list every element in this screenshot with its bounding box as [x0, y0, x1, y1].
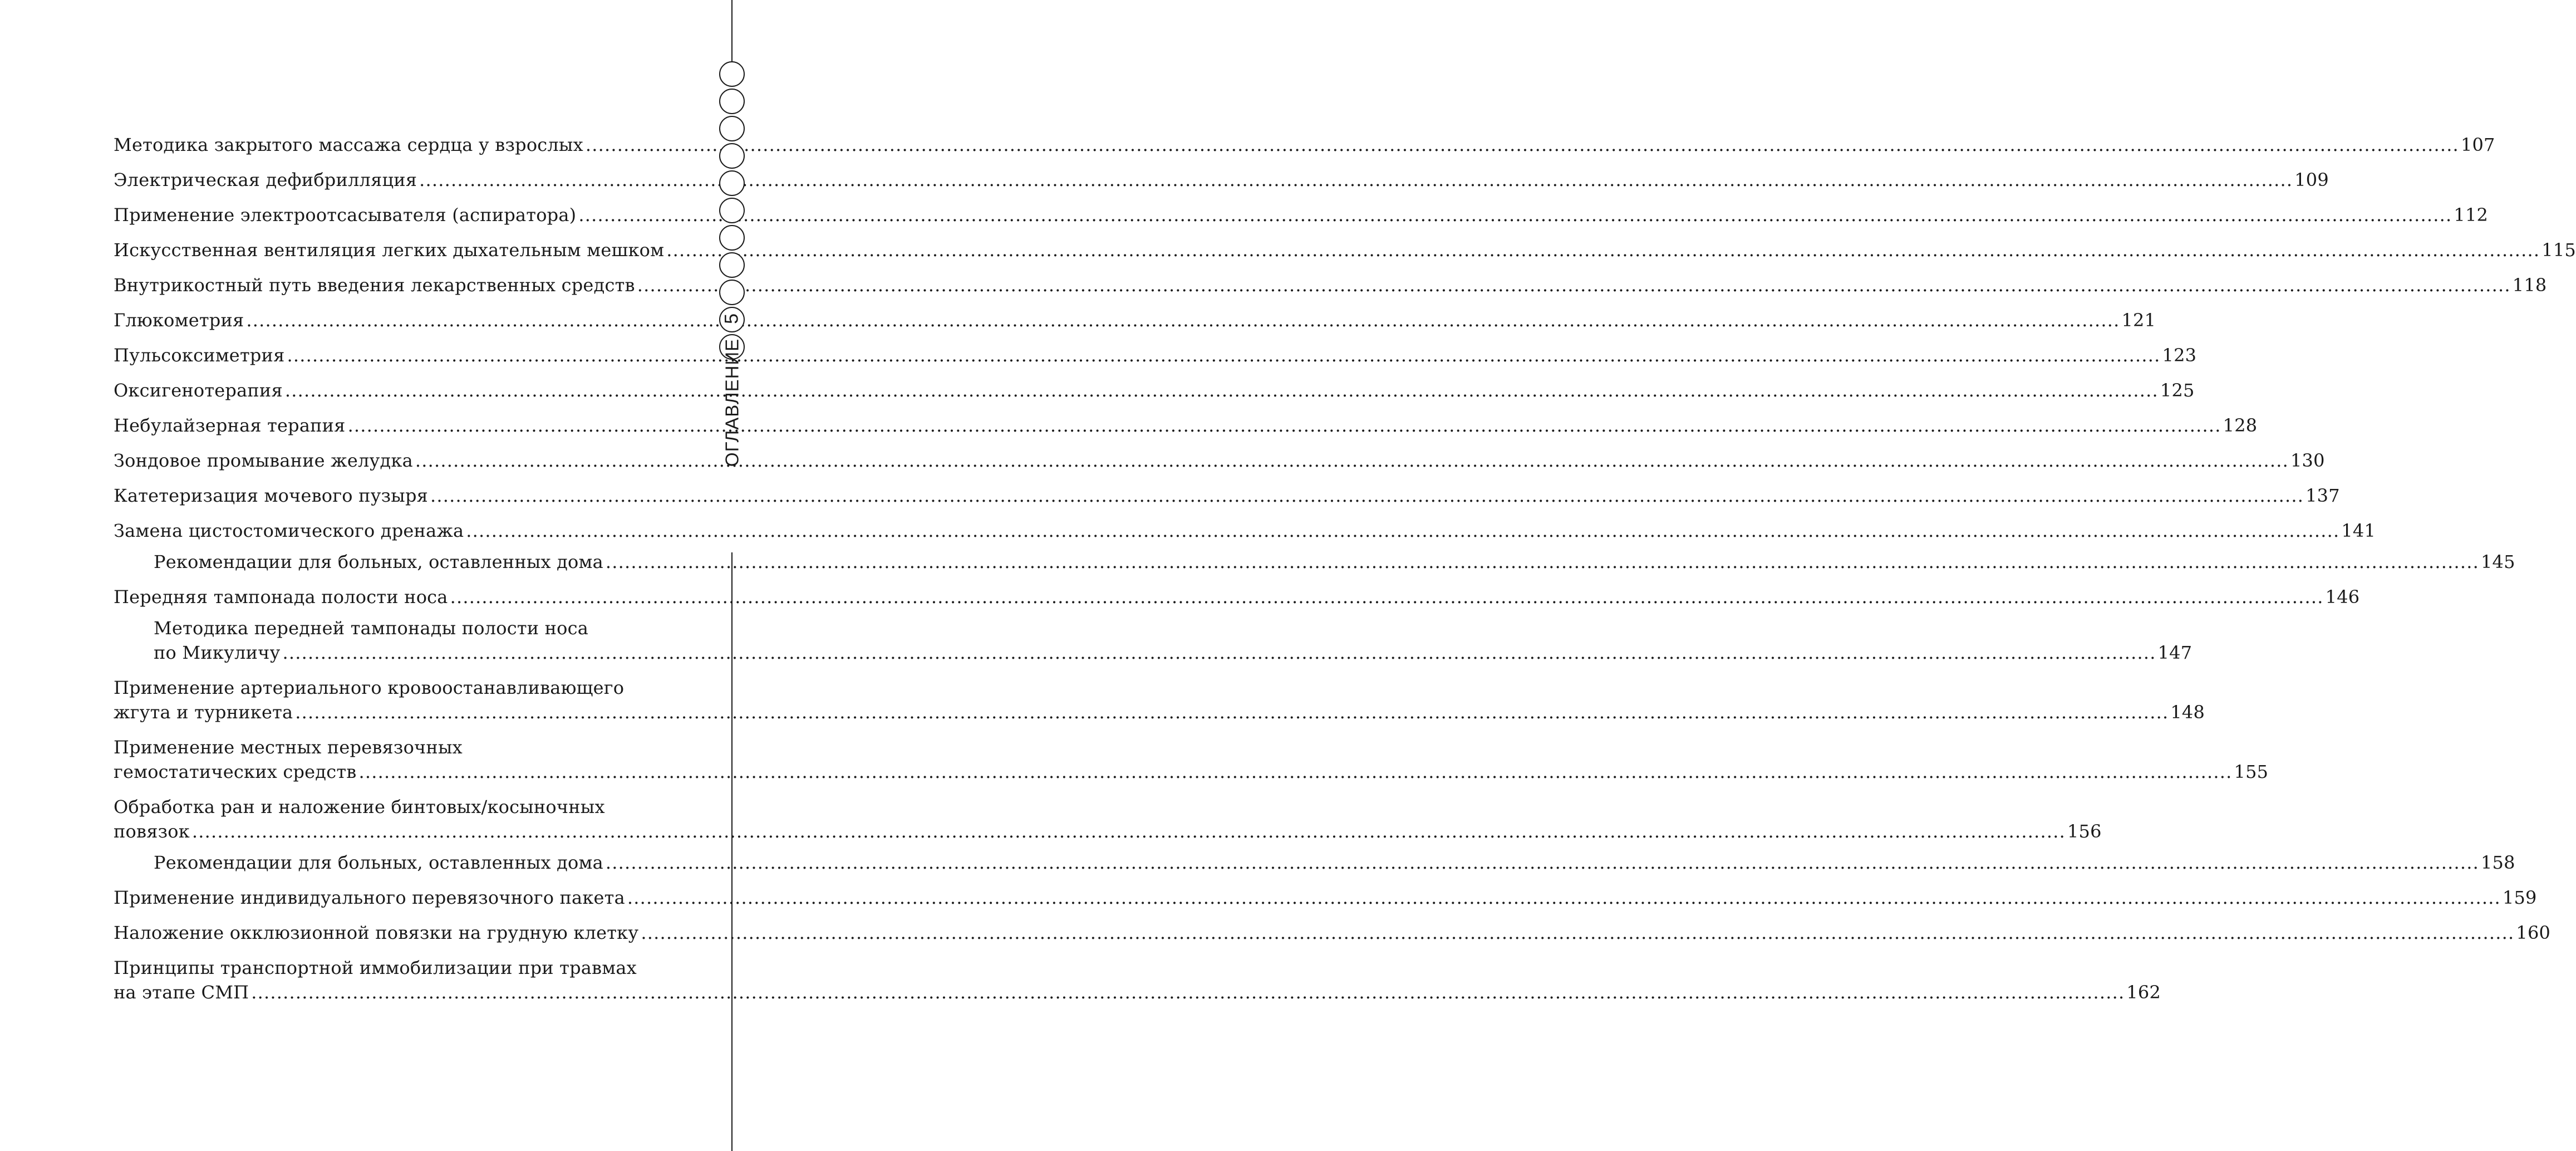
toc-entry[interactable]: [114, 585, 2360, 609]
toc-entry-title-line1: Методика передней тампонады полости носа: [154, 618, 589, 639]
dot-leader: [606, 850, 2479, 875]
dot-leader: [295, 700, 2169, 724]
toc-entry-page: 148: [2170, 702, 2205, 723]
toc-entry-page: 146: [2325, 586, 2360, 608]
toc-entry-title: Передняя тампонада полости носа: [114, 586, 448, 608]
toc-entry[interactable]: [114, 413, 2258, 438]
toc-entry-title-line2: жгута и турникета: [114, 702, 293, 723]
toc-entry-title-line2: повязок: [114, 821, 190, 842]
dot-leader: [641, 920, 2514, 945]
circle-icon: [719, 198, 745, 223]
dot-leader: [627, 885, 2501, 910]
toc-entry-title: Небулайзерная терапия: [114, 415, 346, 436]
toc-subentry[interactable]: [114, 550, 2515, 574]
toc-entry-page: 125: [2160, 380, 2195, 401]
toc-entry-title-line2: по Микуличу: [154, 642, 281, 663]
toc-entry[interactable]: [114, 956, 2161, 1005]
toc-entry-title: Замена цистостомического дренажа: [114, 520, 464, 541]
toc-entry-title-line2: гемостатических средств: [114, 761, 357, 782]
circle-icon: [719, 252, 745, 278]
dot-leader: [666, 238, 2540, 262]
toc-entry-page: 128: [2223, 415, 2258, 436]
toc-entry[interactable]: [114, 308, 2156, 332]
toc-entry[interactable]: [114, 795, 2102, 844]
dot-leader: [283, 640, 2156, 665]
toc-entry[interactable]: [114, 168, 2329, 192]
dot-leader: [419, 168, 2293, 192]
section-title: ОГЛАВЛЕНИЕ: [721, 338, 742, 467]
toc-entry-title: Наложение окклюзионной повязки на грудную клетку: [114, 922, 639, 943]
toc-entry-title: Оксигенотерапия: [114, 380, 283, 401]
toc-entry[interactable]: [114, 273, 2547, 297]
toc-entry[interactable]: [114, 448, 2325, 473]
toc-entry-page: 162: [2126, 982, 2161, 1003]
toc-entry-page: 156: [2067, 821, 2102, 842]
circle-icon: [719, 89, 745, 114]
toc-entry-page: 112: [2454, 204, 2489, 226]
dot-leader: [606, 550, 2479, 574]
circle-icon: [719, 61, 745, 87]
toc-entry-title-line1: Применение артериального кровоостанавливающего: [114, 677, 625, 698]
toc-entry-page: 137: [2305, 485, 2340, 506]
toc-subentry[interactable]: [114, 616, 2192, 665]
toc-entry-title: Методика закрытого массажа сердца у взрослых: [114, 134, 583, 155]
toc-entry-title: Применение электроотсасывателя (аспиратора): [114, 204, 577, 226]
toc-entry-page: 121: [2121, 310, 2156, 331]
toc-entry-page: 109: [2294, 169, 2329, 190]
toc-entry-page: 159: [2502, 887, 2537, 908]
toc-entry-title: Рекомендации для больных, оставленных дома: [154, 551, 603, 572]
toc-entry-title-line1: Обработка ран и наложение бинтовых/косыночных: [114, 796, 605, 817]
dot-leader: [578, 203, 2452, 227]
dot-leader: [251, 980, 2125, 1005]
toc-entry-title: Катетеризация мочевого пузыря: [114, 485, 429, 506]
dot-leader: [430, 483, 2304, 508]
toc-entry-title-line1: Принципы транспортной иммобилизации при травмах: [114, 957, 637, 978]
toc-entry-page: 145: [2480, 551, 2515, 572]
toc-entry-title: Пульсоксиметрия: [114, 345, 285, 366]
toc-entry-page: 160: [2516, 922, 2551, 943]
circle-icon: [719, 143, 745, 169]
toc-entry[interactable]: [114, 920, 2551, 945]
toc-entry-page: 141: [2341, 520, 2376, 541]
dot-leader: [287, 343, 2160, 368]
toc-entry-title-line2: на этапе СМП: [114, 982, 249, 1003]
circle-icon: [719, 280, 745, 305]
toc-entry[interactable]: [114, 735, 2269, 784]
circle-icon: [719, 225, 745, 251]
toc-entry-title: Внутрикостный путь введения лекарственных средств: [114, 275, 635, 296]
circle-icon: [719, 170, 745, 196]
toc-entry-title: Искусственная вентиляция легких дыхательным мешком: [114, 239, 665, 261]
margin-rule-top: [731, 0, 733, 61]
toc-entry-title: Глюкометрия: [114, 310, 244, 331]
page-number: 5: [721, 312, 743, 324]
toc-entry[interactable]: [114, 885, 2537, 910]
dot-leader: [348, 413, 2221, 438]
side-tab-label: [721, 313, 743, 467]
dot-leader: [358, 760, 2232, 784]
toc-entry-page: 130: [2290, 450, 2325, 471]
toc-entry[interactable]: [114, 378, 2195, 403]
toc-entry-page: 118: [2512, 275, 2547, 296]
toc-entry-title: Зондовое промывание желудка: [114, 450, 413, 471]
dot-leader: [192, 819, 2066, 844]
toc-entry[interactable]: [114, 203, 2489, 227]
toc-entry[interactable]: [114, 343, 2197, 368]
toc-entry-page: 115: [2541, 239, 2576, 261]
toc-entry-title: Применение индивидуального перевязочного пакета: [114, 887, 625, 908]
toc-entry-page: 123: [2162, 345, 2197, 366]
toc-entry[interactable]: [114, 518, 2376, 543]
dot-leader: [466, 518, 2339, 543]
toc-entry-page: 155: [2234, 761, 2269, 782]
margin-rule-bottom: [731, 552, 733, 1151]
toc-entry-page: 158: [2480, 852, 2515, 873]
toc-entry[interactable]: [114, 483, 2340, 508]
circle-icon: [719, 116, 745, 141]
toc-entry-page: 147: [2157, 642, 2192, 663]
dot-leader: [586, 133, 2459, 157]
toc-entry-title: Рекомендации для больных, оставленных дома: [154, 852, 603, 873]
toc-entry-title-line1: Применение местных перевязочных: [114, 737, 463, 758]
toc-entry-title: Электрическая дефибрилляция: [114, 169, 417, 190]
toc-entry[interactable]: [114, 675, 2205, 724]
dot-leader: [415, 448, 2289, 473]
dot-leader: [246, 308, 2120, 332]
dot-leader: [637, 273, 2511, 297]
dot-leader: [285, 378, 2159, 403]
toc-subentry[interactable]: [114, 850, 2515, 875]
toc-entry[interactable]: [114, 133, 2495, 157]
toc-entry-page: 107: [2460, 134, 2495, 155]
toc-entry[interactable]: [114, 238, 2576, 262]
